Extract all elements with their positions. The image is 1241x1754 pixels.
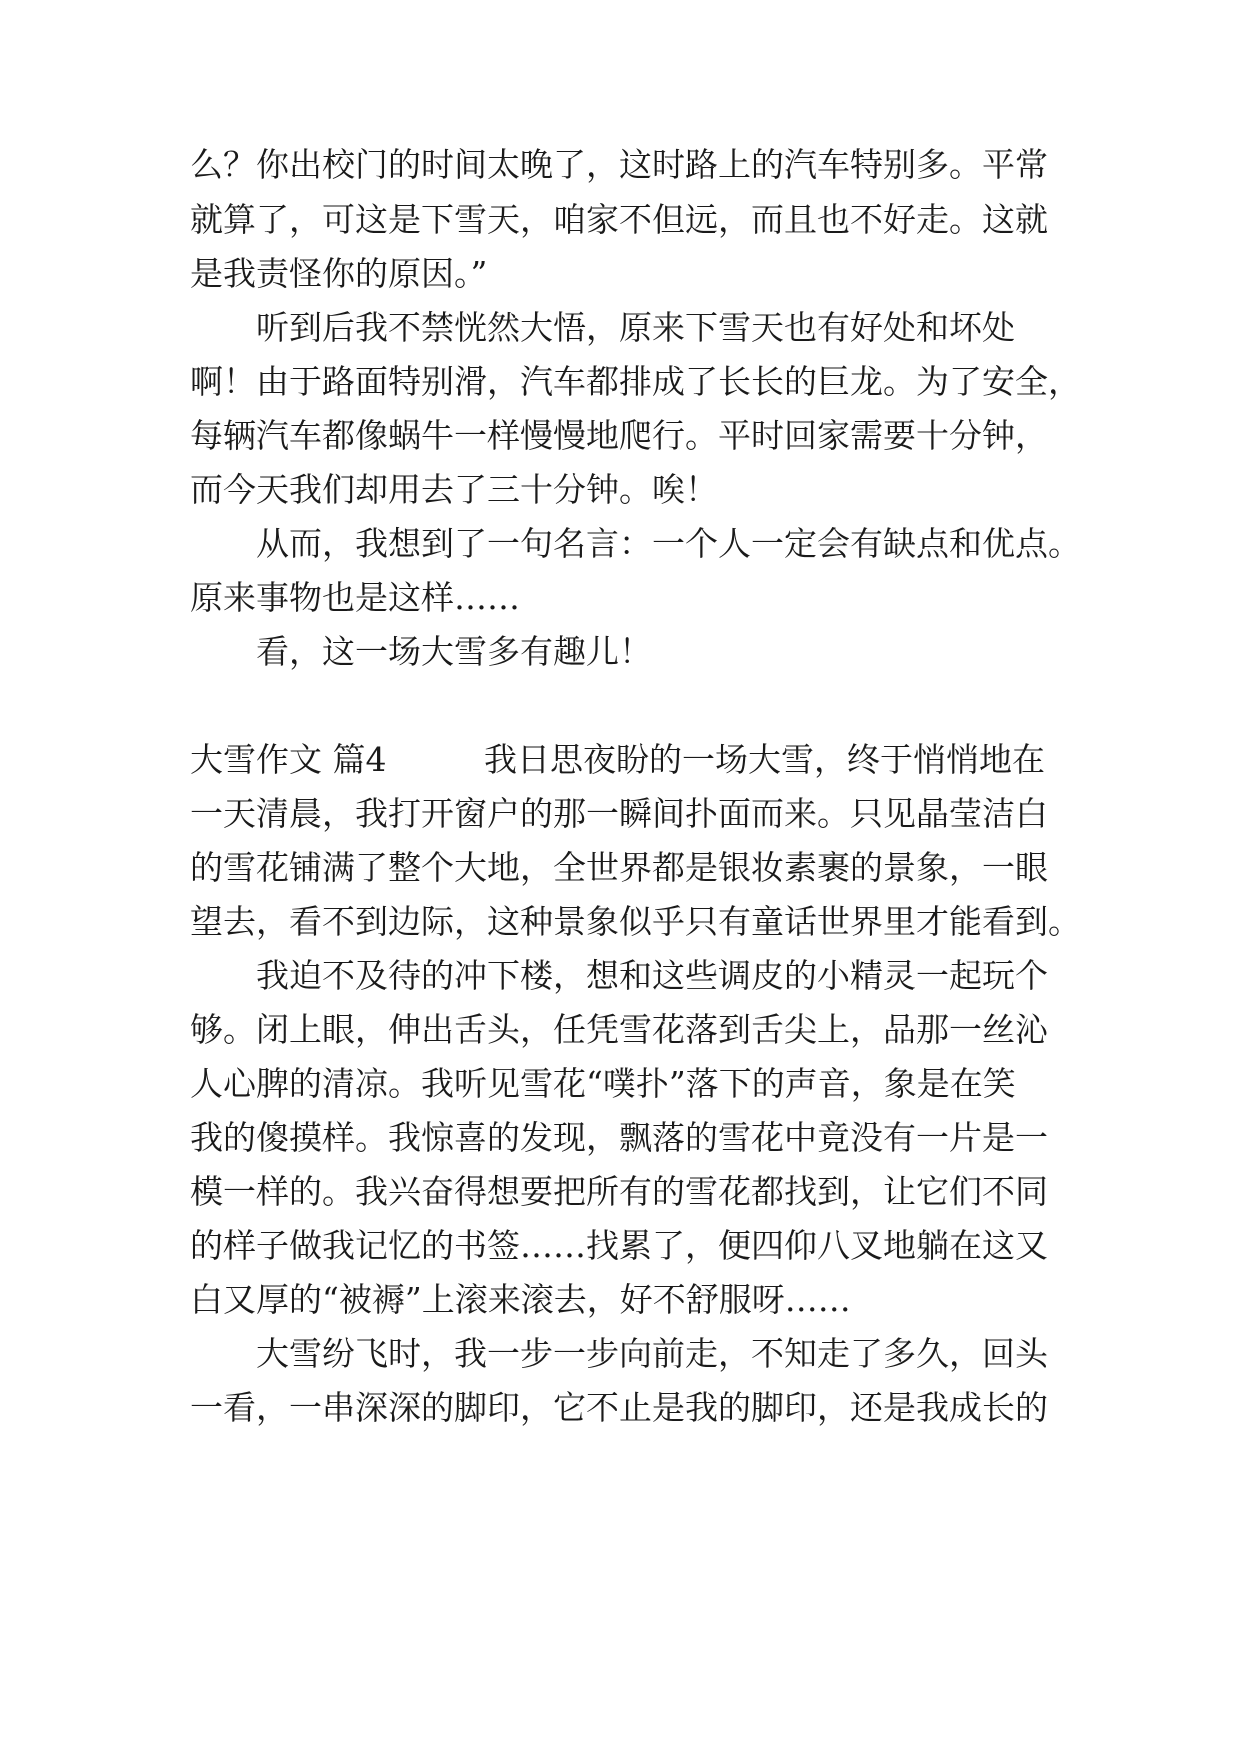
text-line: 白又厚的“被褥”上滚来滚去，好不舒服呀…… [190,1280,851,1319]
text-line: 而今天我们却用去了三十分钟。唉！ [190,470,718,509]
text-line: 一看，一串深深的脚印，它不止是我的脚印，还是我成长的 [190,1388,1048,1427]
text-line: 望去，看不到边际，这种景象似乎只有童话世界里才能看到。 [190,902,1081,941]
text-line: 模一样的。我兴奋得想要把所有的雪花都找到，让它们不同 [190,1172,1048,1211]
text-line: 就算了，可这是下雪天，咱家不但远，而且也不好走。这就 [190,200,1048,239]
text-line: 够。闭上眼，伸出舌头，任凭雪花落到舌尖上，品那一丝沁 [190,1010,1048,1049]
text-line: 是我责怪你的原因。” [190,254,488,293]
text-line: 的雪花铺满了整个大地，全世界都是银妆素裹的景象，一眼 [190,848,1048,887]
text-line: 么？你出校门的时间太晚了，这时路上的汽车特别多。平常 [190,145,1048,184]
text-line: 每辆汽车都像蜗牛一样慢慢地爬行。平时回家需要十分钟， [190,416,1048,455]
text-line: 原来事物也是这样…… [190,578,520,617]
text-line: 人心脾的清凉。我听见雪花“噗扑”落下的声音，象是在笑 [190,1064,1016,1103]
text-line: 看，这一场大雪多有趣儿！ [256,632,652,671]
text-line: 我日思夜盼的一场大雪，终于悄悄地在 [484,740,1045,779]
section-heading: 大雪作文 篇4 [190,740,387,779]
text-line: 啊！由于路面特别滑，汽车都排成了长长的巨龙。为了安全， [190,362,1081,401]
text-line: 我的傻摸样。我惊喜的发现，飘落的雪花中竟没有一片是一 [190,1118,1048,1157]
text-line: 的样子做我记忆的书签……找累了，便四仰八叉地躺在这又 [190,1226,1048,1265]
text-line: 一天清晨，我打开窗户的那一瞬间扑面而来。只见晶莹洁白 [190,794,1048,833]
text-line: 从而，我想到了一句名言：一个人一定会有缺点和优点。 [256,524,1081,563]
text-line: 我迫不及待的冲下楼，想和这些调皮的小精灵一起玩个 [256,956,1048,995]
text-line: 听到后我不禁恍然大悟，原来下雪天也有好处和坏处 [256,308,1015,347]
text-line: 大雪纷飞时，我一步一步向前走，不知走了多久，回头 [256,1334,1048,1373]
